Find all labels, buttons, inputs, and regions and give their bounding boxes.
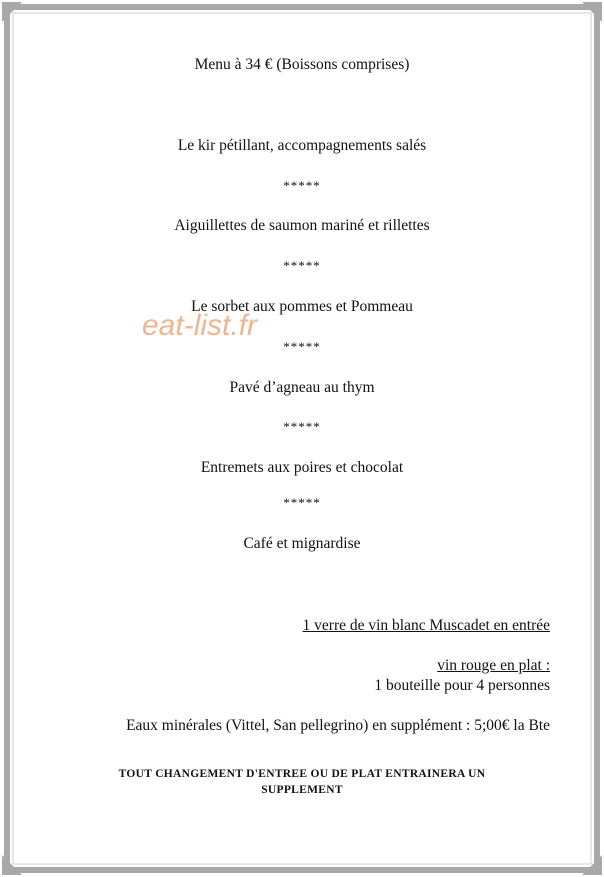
supplement-notice: TOUT CHANGEMENT D'ENTREE OU DE PLAT ENTRAINERA UN SUPPLEMENT [118,768,486,796]
red-wine-label: vin rouge en plat : [437,657,550,674]
course-aperitif: Le kir pétillant, accompagnements salés [177,137,427,154]
separator: ***** [283,258,321,273]
separator: ***** [283,495,321,510]
course-starter: Aiguillettes de saumon mariné et rillettes [174,217,430,234]
course-dessert: Entremets aux poires et chocolat [200,459,404,476]
course-sorbet: Le sorbet aux pommes et Pommeau [191,298,413,315]
water-supplement-line: Eaux minérales (Vittel, San pellegrino) en supplément : 5;00€ la Bte [126,717,550,734]
watermark-logo: eat-list.fr [142,309,258,342]
white-wine-line: 1 verre de vin blanc Muscadet en entrée [302,617,550,634]
separator: ***** [283,339,321,354]
course-main: Pavé d’agneau au thym [229,379,375,396]
course-coffee: Café et mignardise [243,535,361,552]
menu-title: Menu à 34 € (Boissons comprises) [194,56,410,73]
separator: ***** [283,178,321,193]
red-wine-detail: 1 bouteille pour 4 personnes [374,677,550,694]
separator: ***** [283,419,321,434]
